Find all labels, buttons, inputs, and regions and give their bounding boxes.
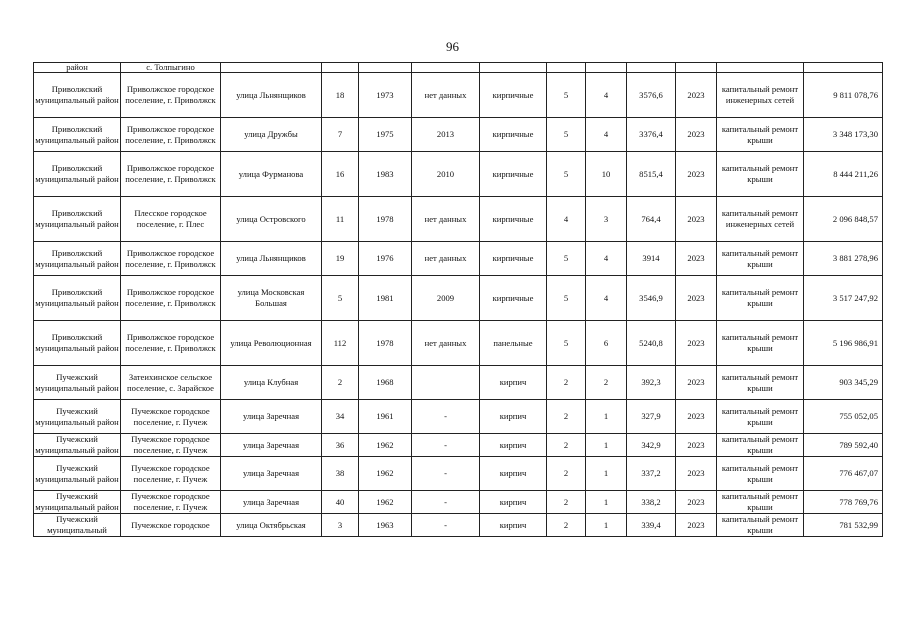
cost-cell: 5 196 986,91 [804,321,883,366]
street-cell: улица Заречная [221,400,322,434]
plan-year-cell: 2023 [676,73,717,118]
entrances-cell: 4 [586,276,627,321]
last-repair-cell: 2013 [412,118,480,152]
entrances-cell: 3 [586,197,627,242]
plan-year-cell: 2023 [676,152,717,197]
year-built-cell: 1962 [359,457,412,491]
settlement-cell: Пучежское городское [121,514,221,537]
house-cell: 36 [322,434,359,457]
work-type-cell: капитальный ремонт инженерных сетей [717,197,804,242]
cost-cell: 8 444 211,26 [804,152,883,197]
area-cell: 764,4 [627,197,676,242]
area-cell: 3376,4 [627,118,676,152]
floors-cell: 2 [547,434,586,457]
district-cell: Пучежский муниципальный район [34,457,121,491]
year-built-cell: 1976 [359,242,412,276]
floors-cell: 5 [547,118,586,152]
wall-material-cell: кирпичные [480,152,547,197]
area-cell: 392,3 [627,366,676,400]
street-cell: улица Фурманова [221,152,322,197]
year-built-cell: 1962 [359,434,412,457]
settlement-cell: Приволжское городское поселение, г. Приволжск [121,152,221,197]
entrances-cell: 1 [586,457,627,491]
street-cell: улица Революционная [221,321,322,366]
table-row [34,276,883,321]
wall-material-cell: кирпичные [480,242,547,276]
wall-material-cell: кирпичные [480,118,547,152]
table-row [34,63,883,73]
work-type-cell: капитальный ремонт крыши [717,366,804,400]
table-row [34,321,883,366]
table-row [34,73,883,118]
floors-cell: 5 [547,242,586,276]
entrances-cell: 4 [586,242,627,276]
cost-cell: 776 467,07 [804,457,883,491]
last-repair-cell: 2010 [412,152,480,197]
last-repair-cell: нет данных [412,242,480,276]
area-cell: 5240,8 [627,321,676,366]
last-repair-cell: - [412,457,480,491]
year-built-cell [359,63,412,73]
district-cell: Пучежский муниципальный [34,514,121,537]
settlement-cell: Пучежское городское поселение, г. Пучеж [121,400,221,434]
plan-year-cell: 2023 [676,276,717,321]
street-cell: улица Заречная [221,457,322,491]
table-row [34,118,883,152]
floors-cell: 5 [547,276,586,321]
year-built-cell: 1963 [359,514,412,537]
plan-year-cell: 2023 [676,197,717,242]
cost-cell: 755 052,05 [804,400,883,434]
work-type-cell: капитальный ремонт крыши [717,514,804,537]
cost-cell: 3 881 278,96 [804,242,883,276]
house-cell: 40 [322,491,359,514]
floors-cell: 2 [547,366,586,400]
wall-material-cell: кирпич [480,491,547,514]
settlement-cell: с. Толпыгино [121,63,221,73]
house-cell: 2 [322,366,359,400]
entrances-cell: 1 [586,400,627,434]
last-repair-cell [412,366,480,400]
entrances-cell [586,63,627,73]
entrances-cell: 10 [586,152,627,197]
work-type-cell: капитальный ремонт крыши [717,152,804,197]
work-type-cell: капитальный ремонт крыши [717,491,804,514]
entrances-cell: 4 [586,118,627,152]
table-row [34,491,883,514]
last-repair-cell: 2009 [412,276,480,321]
work-type-cell: капитальный ремонт крыши [717,400,804,434]
last-repair-cell: - [412,400,480,434]
area-cell: 339,4 [627,514,676,537]
year-built-cell: 1962 [359,491,412,514]
cost-cell: 9 811 078,76 [804,73,883,118]
cost-cell: 3 348 173,30 [804,118,883,152]
settlement-cell: Приволжское городское поселение, г. Приволжск [121,276,221,321]
district-cell: Приволжский муниципальный район [34,152,121,197]
table-row [34,242,883,276]
settlement-cell: Приволжское городское поселение, г. Приволжск [121,321,221,366]
street-cell: улица Московская Большая [221,276,322,321]
entrances-cell: 1 [586,514,627,537]
house-cell: 7 [322,118,359,152]
last-repair-cell: - [412,491,480,514]
entrances-cell: 1 [586,491,627,514]
work-type-cell [717,63,804,73]
settlement-cell: Плесское городское поселение, г. Плес [121,197,221,242]
cost-cell: 903 345,29 [804,366,883,400]
plan-year-cell: 2023 [676,321,717,366]
table-row [34,197,883,242]
year-built-cell: 1968 [359,366,412,400]
last-repair-cell: нет данных [412,321,480,366]
area-cell: 338,2 [627,491,676,514]
floors-cell: 2 [547,491,586,514]
page-number: 96 [446,39,459,54]
district-cell: Приволжский муниципальный район [34,73,121,118]
area-cell [627,63,676,73]
plan-year-cell: 2023 [676,242,717,276]
settlement-cell: Пучежское городское поселение, г. Пучеж [121,457,221,491]
table-row [34,457,883,491]
area-cell: 3546,9 [627,276,676,321]
wall-material-cell: кирпичные [480,276,547,321]
work-type-cell: капитальный ремонт крыши [717,457,804,491]
plan-year-cell [676,63,717,73]
cost-cell: 789 592,40 [804,434,883,457]
plan-year-cell: 2023 [676,491,717,514]
district-cell: Пучежский муниципальный район [35,491,119,512]
street-cell: улица Заречная [221,434,322,457]
plan-year-cell: 2023 [676,457,717,491]
wall-material-cell: кирпичные [480,73,547,118]
work-type-cell: капитальный ремонт крыши [717,276,804,321]
area-cell: 8515,4 [627,152,676,197]
house-cell: 112 [322,321,359,366]
street-cell: улица Заречная [221,491,322,514]
table-row [34,514,883,537]
wall-material-cell: кирпич [480,400,547,434]
cost-cell: 778 769,76 [804,491,883,514]
entrances-cell: 4 [586,73,627,118]
street-cell: улица Октябрьская [221,514,322,537]
street-cell [221,63,322,73]
floors-cell: 5 [547,73,586,118]
floors-cell: 4 [547,197,586,242]
work-type-cell: капитальный ремонт крыши [717,321,804,366]
year-built-cell: 1978 [359,321,412,366]
district-cell: Приволжский муниципальный район [34,118,121,152]
settlement-cell: Приволжское городское поселение, г. Приволжск [121,242,221,276]
district-cell: район [34,63,121,73]
floors-cell: 5 [547,152,586,197]
work-type-cell: капитальный ремонт крыши [717,118,804,152]
plan-year-cell: 2023 [676,400,717,434]
floors-cell: 2 [547,400,586,434]
last-repair-cell [412,63,480,73]
area-cell: 327,9 [627,400,676,434]
plan-year-cell: 2023 [676,366,717,400]
district-cell: Пучежский муниципальный район [34,400,121,434]
cost-cell: 2 096 848,57 [804,197,883,242]
table-row [34,400,883,434]
year-built-cell: 1983 [359,152,412,197]
floors-cell [547,63,586,73]
area-cell: 342,9 [627,434,676,457]
street-cell: улица Островского [221,197,322,242]
district-cell: Приволжский муниципальный район [34,321,121,366]
wall-material-cell: кирпич [480,514,547,537]
settlement-cell: Пучежское городское поселение, г. Пучеж [121,434,221,457]
last-repair-cell: нет данных [412,73,480,118]
house-cell: 18 [322,73,359,118]
wall-material-cell: кирпич [480,434,547,457]
plan-year-cell: 2023 [676,514,717,537]
year-built-cell: 1975 [359,118,412,152]
street-cell: улица Дружбы [221,118,322,152]
street-cell: улица Льнянщиков [221,73,322,118]
last-repair-cell: - [412,514,480,537]
district-cell: Приволжский муниципальный район [34,197,121,242]
work-type-cell: капитальный ремонт крыши [717,242,804,276]
settlement-cell: Приволжское городское поселение, г. Приволжск [121,73,221,118]
table-row [34,434,883,457]
floors-cell: 5 [547,321,586,366]
district-cell: Приволжский муниципальный район [34,242,121,276]
floors-cell: 2 [547,514,586,537]
settlement-cell: Приволжское городское поселение, г. Приволжск [121,118,221,152]
table-row [34,366,883,400]
house-cell: 5 [322,276,359,321]
district-cell: Приволжский муниципальный район [34,276,121,321]
house-cell: 16 [322,152,359,197]
table-row [34,152,883,197]
district-cell: Пучежский муниципальный район [35,434,119,455]
year-built-cell: 1978 [359,197,412,242]
house-cell: 38 [322,457,359,491]
work-type-cell: капитальный ремонт инженерных сетей [717,73,804,118]
plan-year-cell: 2023 [676,434,717,457]
last-repair-cell: - [412,434,480,457]
housing-repair-table [33,62,883,537]
house-cell: 19 [322,242,359,276]
house-cell: 3 [322,514,359,537]
year-built-cell: 1981 [359,276,412,321]
floors-cell: 2 [547,457,586,491]
house-cell [322,63,359,73]
year-built-cell: 1961 [359,400,412,434]
entrances-cell: 6 [586,321,627,366]
area-cell: 3914 [627,242,676,276]
district-cell: Пучежский муниципальный район [34,366,121,400]
plan-year-cell: 2023 [676,118,717,152]
entrances-cell: 2 [586,366,627,400]
year-built-cell: 1973 [359,73,412,118]
last-repair-cell: нет данных [412,197,480,242]
street-cell: улица Клубная [221,366,322,400]
wall-material-cell: кирпичные [480,197,547,242]
table-body [34,73,883,537]
cost-cell: 781 532,99 [804,514,883,537]
wall-material-cell [480,63,547,73]
street-cell: улица Льнянщиков [221,242,322,276]
house-cell: 11 [322,197,359,242]
settlement-cell: Затеихинское сельское поселение, с. Зарайское [121,366,221,400]
work-type-cell: капитальный ремонт крыши [717,434,804,457]
wall-material-cell: кирпич [480,457,547,491]
cost-cell: 3 517 247,92 [804,276,883,321]
entrances-cell: 1 [586,434,627,457]
wall-material-cell: панельные [480,321,547,366]
wall-material-cell: кирпич [480,366,547,400]
cost-cell [804,63,883,73]
area-cell: 337,2 [627,457,676,491]
settlement-cell: Пучежское городское поселение, г. Пучеж [121,491,221,514]
house-cell: 34 [322,400,359,434]
area-cell: 3576,6 [627,73,676,118]
